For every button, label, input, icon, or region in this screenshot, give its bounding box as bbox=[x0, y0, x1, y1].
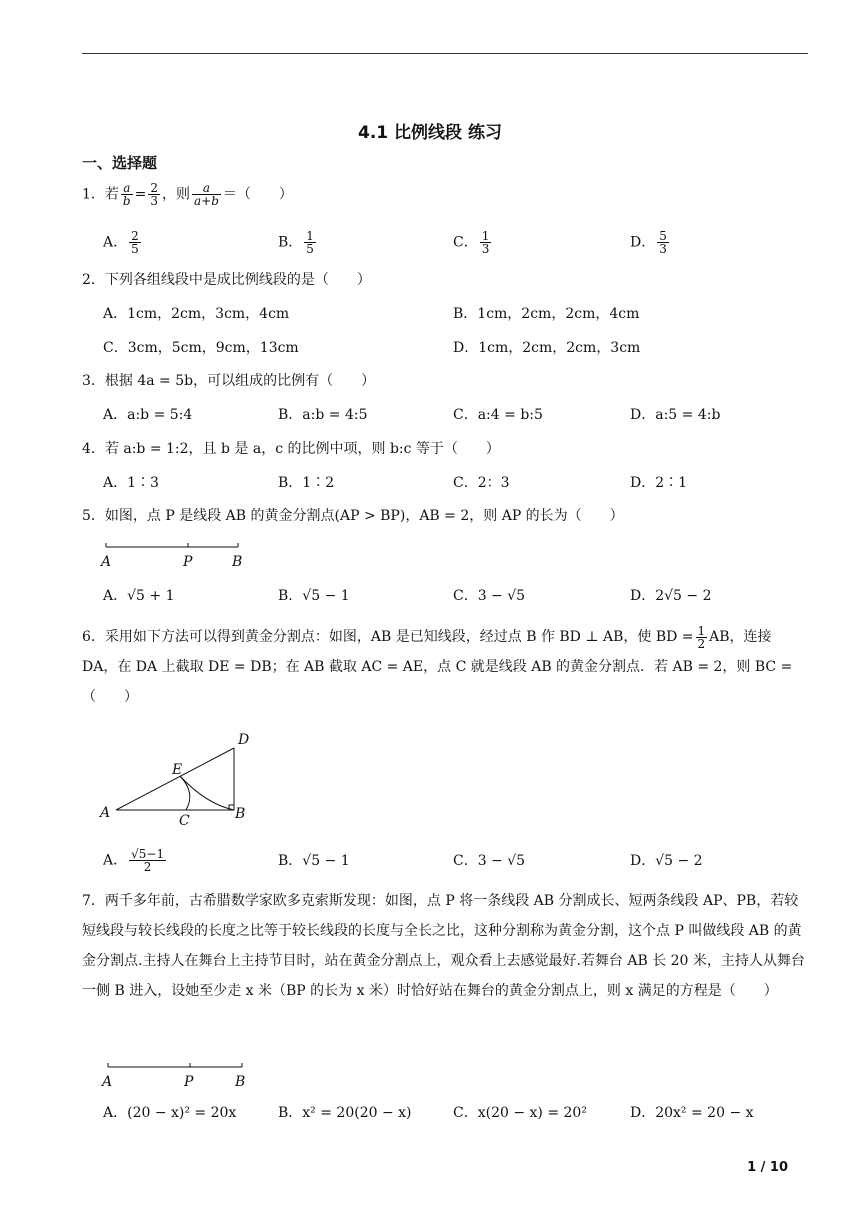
header-rule bbox=[82, 53, 808, 54]
triangle-figure-q6 bbox=[96, 728, 256, 828]
q3-option-b[interactable]: B．a:b = 4:5 bbox=[278, 407, 368, 423]
q5-option-b[interactable]: B．√5 − 1 bbox=[278, 588, 350, 604]
q1-option-a[interactable]: A． $\frac{2}{5}$ bbox=[103, 229, 139, 256]
q4-option-b[interactable]: B．1∶2 bbox=[278, 475, 335, 491]
question-7: 7．两千多年前，古希腊数学家欧多克索斯发现：如图，点 P 将一条线段 AB 分割成长、短两条线段 AP、PB，若较短线段与较长线段的长度之比等于较长线段的长度与全长之比，这种分割称为黄金分割，这个点 P 叫做线段 AB 的黄金分割点.主持人在舞台上主持节目时，站在黄金分割点上，观众看上去感觉最好.若舞台 AB 长 20 米，主持人从舞台一侧 B 进入，设她至少走 x 米（BP 的长为 x 米）时恰好站在舞台的黄金分割点上，则 x 满足的方程是（ ） bbox=[82, 893, 805, 999]
q4-option-d[interactable]: D．2∶1 bbox=[630, 475, 688, 491]
q3-option-c[interactable]: C．a:4 = b:5 bbox=[453, 407, 543, 423]
question-1: 1．若 $\frac{a}{b}$ = $\frac{2}{3}$ ，则 $\frac{a}{a+b}$ ＝（ ） bbox=[82, 181, 293, 208]
page-number: 1 / 10 bbox=[747, 1160, 788, 1175]
q6-option-a[interactable]: A． $\frac{√5-1}{2}$ bbox=[103, 847, 165, 874]
q2-option-d[interactable]: D．1cm，2cm，2cm，3cm bbox=[453, 340, 641, 356]
label-d: D bbox=[238, 732, 250, 748]
q5-option-c[interactable]: C．3 − √5 bbox=[453, 588, 526, 604]
label-a: A bbox=[102, 1074, 113, 1090]
label-b: B bbox=[235, 806, 246, 822]
q3-option-d[interactable]: D．a:5 = 4:b bbox=[630, 407, 721, 423]
q1-option-c[interactable]: C． $\frac{1}{3}$ bbox=[453, 229, 490, 256]
label-b: B bbox=[232, 554, 243, 570]
q3-option-a[interactable]: A．a:b = 5:4 bbox=[103, 407, 193, 423]
label-a: A bbox=[100, 805, 111, 821]
label-p: P bbox=[184, 1074, 194, 1090]
question-6: 6．采用如下方法可以得到黄金分割点：如图，AB 是已知线段，经过点 B 作 BD ⊥ AB，使 BD = $\frac{1}{2}$ AB，连接 DA，在 DA 上截取 DE = DB；在 AB 截取 AC = AE，点 C 就是线段 AB 的黄金分割点．若 AB = 2，则 BC =（ ） bbox=[82, 623, 793, 705]
label-b: B bbox=[235, 1074, 246, 1090]
q6-option-d[interactable]: D．√5 − 2 bbox=[630, 853, 703, 869]
question-3: 3．根据 4a = 5b，可以组成的比例有（ ） bbox=[82, 373, 376, 389]
question-5: 5．如图，点 P 是线段 AB 的黄金分割点(AP > BP)，AB = 2，则 AP 的长为（ ） bbox=[82, 508, 624, 524]
q7-option-b[interactable]: B．x² = 20(20 − x) bbox=[278, 1105, 412, 1121]
section-heading: 一、选择题 bbox=[82, 154, 158, 172]
q2-option-b[interactable]: B．1cm，2cm，2cm，4cm bbox=[453, 306, 640, 322]
page-title: 4.1 比例线段 练习 bbox=[358, 123, 502, 143]
q1-option-d[interactable]: D． $\frac{5}{3}$ bbox=[630, 229, 667, 256]
q6-option-c[interactable]: C．3 − √5 bbox=[453, 853, 526, 869]
q4-option-c[interactable]: C．2：3 bbox=[453, 475, 510, 491]
q2-option-c[interactable]: C．3cm，5cm，9cm，13cm bbox=[103, 340, 299, 356]
label-a: A bbox=[101, 554, 112, 570]
segment-figure-q7 bbox=[98, 1058, 258, 1092]
q5-option-d[interactable]: D．2√5 − 2 bbox=[630, 588, 712, 604]
q1-option-b[interactable]: B． $\frac{1}{5}$ bbox=[278, 229, 314, 256]
q6-option-b[interactable]: B．√5 − 1 bbox=[278, 853, 350, 869]
q2-option-a[interactable]: A．1cm，2cm，3cm，4cm bbox=[103, 306, 290, 322]
label-p: P bbox=[183, 554, 193, 570]
segment-figure-q5 bbox=[98, 538, 258, 572]
question-2: 2．下列各组线段中是成比例线段的是（ ） bbox=[82, 272, 371, 288]
q7-option-a[interactable]: A．(20 − x)² = 20x bbox=[103, 1105, 237, 1121]
label-e: E bbox=[172, 762, 183, 778]
label-c: C bbox=[179, 813, 190, 828]
q5-option-a[interactable]: A．√5 + 1 bbox=[103, 588, 175, 604]
q4-option-a[interactable]: A．1∶3 bbox=[103, 475, 159, 491]
question-4: 4．若 a:b = 1:2，且 b 是 a，c 的比例中项，则 b:c 等于（ ） bbox=[82, 441, 500, 457]
q7-option-c[interactable]: C．x(20 − x) = 20² bbox=[453, 1105, 587, 1121]
q7-option-d[interactable]: D．20x² = 20 − x bbox=[630, 1105, 754, 1121]
